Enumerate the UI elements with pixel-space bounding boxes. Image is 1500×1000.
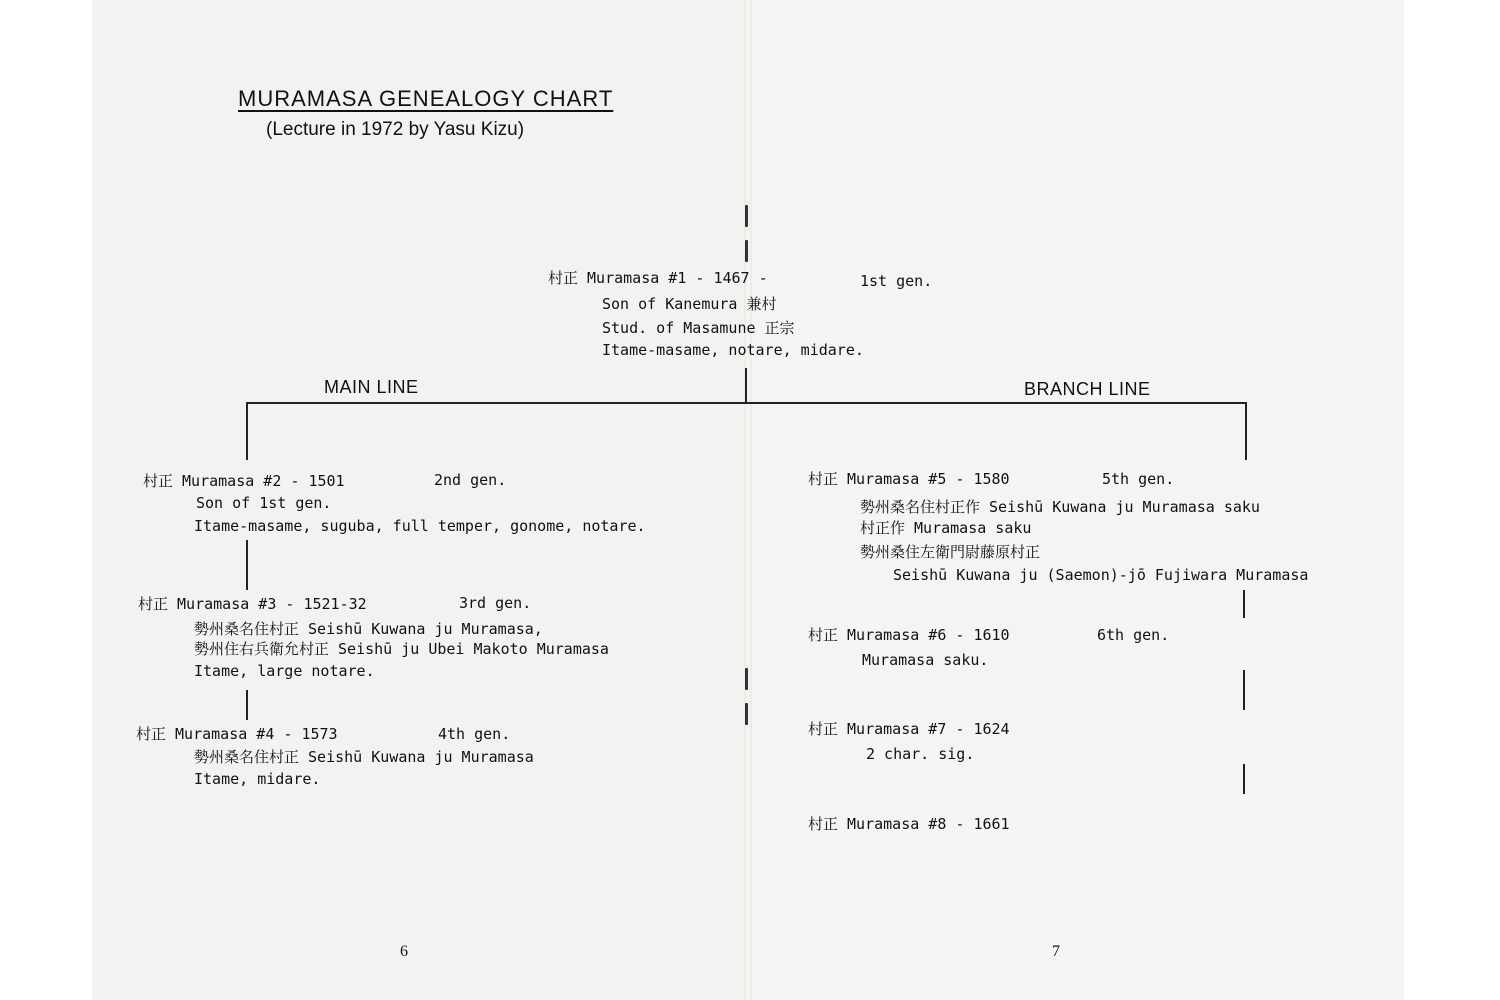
gen5-signature-1: 勢州桑名住村正作 Seishū Kuwana ju Muramasa saku	[860, 498, 1260, 516]
gen3-generation: 3rd gen.	[459, 594, 532, 612]
left-page-number: 6	[400, 943, 408, 960]
gen5-generation: 5th gen.	[1102, 470, 1175, 488]
gen2-style: Itame-masame, suguba, full temper, gonome, notare.	[194, 517, 646, 535]
branch-line-drop	[1245, 402, 1247, 460]
main-line-label: MAIN LINE	[324, 377, 419, 397]
connector-tick	[745, 668, 748, 690]
gen5-signature-2: 村正作 Muramasa saku	[860, 519, 1032, 537]
gen1-name: 村正 Muramasa #1 - 1467 -	[548, 269, 768, 287]
gen1-generation: 1st gen.	[860, 272, 933, 290]
gen2-parent: Son of 1st gen.	[196, 494, 332, 512]
gen7-signature: 2 char. sig.	[866, 745, 975, 763]
trunk-line	[745, 368, 747, 404]
gen2-generation: 2nd gen.	[434, 471, 507, 489]
gen8-name: 村正 Muramasa #8 - 1661	[808, 815, 1010, 833]
gen3-name: 村正 Muramasa #3 - 1521-32	[138, 595, 367, 613]
chart-subtitle: (Lecture in 1972 by Yasu Kizu)	[266, 119, 525, 140]
gen5-name: 村正 Muramasa #5 - 1580	[808, 470, 1010, 488]
branch-bar	[246, 402, 1247, 404]
chart-title: MURAMASA GENEALOGY CHART	[238, 86, 614, 111]
gen1-style: Itame-masame, notare, midare.	[602, 341, 864, 359]
gen3-signature-1: 勢州桑名住村正 Seishū Kuwana ju Muramasa,	[194, 620, 543, 638]
main-line-connector	[246, 690, 248, 720]
main-line-connector	[246, 540, 248, 590]
gen3-style: Itame, large notare.	[194, 662, 375, 680]
right-page-number: 7	[1052, 943, 1060, 960]
main-line-drop	[246, 402, 248, 460]
gen3-signature-2: 勢州住右兵衛允村正 Seishū ju Ubei Makoto Muramasa	[194, 640, 609, 658]
branch-line-connector	[1243, 764, 1245, 794]
branch-line-label: BRANCH LINE	[1024, 379, 1151, 399]
gen4-signature: 勢州桑名住村正 Seishū Kuwana ju Muramasa	[194, 748, 534, 766]
branch-line-connector	[1243, 670, 1245, 710]
left-page	[92, 0, 748, 1000]
connector-tick	[745, 240, 748, 262]
gen6-generation: 6th gen.	[1097, 626, 1170, 644]
gen5-signature-3-reading: Seishū Kuwana ju (Saemon)-jō Fujiwara Muramasa	[893, 566, 1309, 584]
branch-line-connector	[1243, 590, 1245, 618]
gen6-signature: Muramasa saku.	[862, 651, 989, 669]
gen6-name: 村正 Muramasa #6 - 1610	[808, 626, 1010, 644]
gen1-parent: Son of Kanemura 兼村	[602, 295, 777, 313]
gen4-style: Itame, midare.	[194, 770, 321, 788]
gen7-name: 村正 Muramasa #7 - 1624	[808, 720, 1010, 738]
gen5-signature-3: 勢州桑住左衛門尉藤原村正	[860, 543, 1041, 561]
book-gutter	[744, 0, 752, 1000]
gen2-name: 村正 Muramasa #2 - 1501	[143, 472, 345, 490]
connector-tick	[745, 205, 748, 227]
gen4-name: 村正 Muramasa #4 - 1573	[136, 725, 338, 743]
gen4-generation: 4th gen.	[438, 725, 511, 743]
gen1-teacher: Stud. of Masamune 正宗	[602, 319, 795, 337]
connector-tick	[745, 703, 748, 725]
